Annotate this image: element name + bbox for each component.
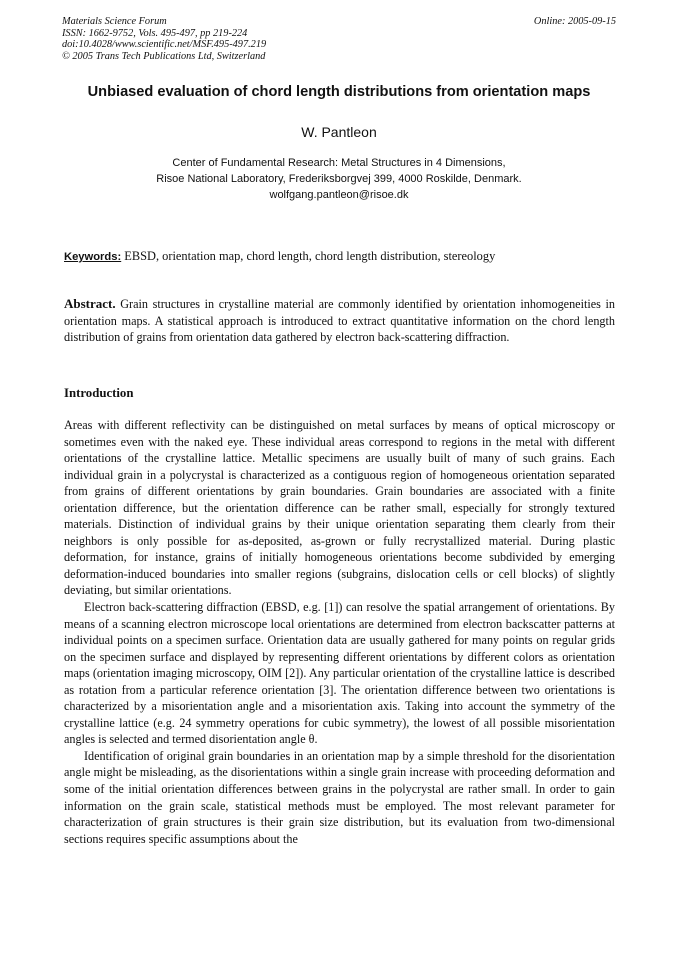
abstract-label: Abstract. bbox=[64, 296, 116, 311]
introduction-body bbox=[64, 417, 615, 847]
paragraph-2: Electron back-scattering diffraction (EBSD, e.g. [1]) can resolve the spatial arrangement of orientations. By means of a scanning electron microscope local orientations are determined from electron backscatter patterns at individual points on a specimen surface. Orientation data are usually gathered for many points on regular grids on the specimen surface and displayed by representing different orientations by different colors as orientation maps (orientation imaging microscopy, OIM [2]). Any particular orientation of the crystalline lattice is described as rotation from a particular reference orientation [3]. The orientation difference between two orientations is characterized by a misorientation angle and a misorientation axis. Taking into account the symmetry of the crystalline lattice (e.g. 24 symmetry operations for cubic symmetry), the lowest of all possible misorientation angles is selected and termed disorientation angle θ. bbox=[64, 600, 615, 747]
section-heading-introduction: Introduction bbox=[64, 386, 134, 400]
issn-line: ISSN: 1662-9752, Vols. 495-497, pp 219-224 bbox=[62, 27, 248, 39]
online-date: Online: 2005-09-15 bbox=[533, 16, 616, 27]
abstract-text: Grain structures in crystalline material are commonly identified by orientation inhomogeneities in orientation maps. A statistical approach is introduced to extract quantitative information on the chord length distribution of grains from orientation data gathered by electron back-scattering diffraction. bbox=[64, 297, 615, 345]
affiliation-line-2: Risoe National Laboratory, Frederiksborgvej 399, 4000 Roskilde, Denmark. bbox=[156, 173, 522, 185]
keywords-text: EBSD, orientation map, chord length, chord length distribution, stereology bbox=[121, 249, 496, 263]
author-name: W. Pantleon bbox=[301, 124, 377, 140]
paragraph-3: Identification of original grain boundaries in an orientation map by a simple threshold for the disorientation angle might be misleading, as the disorientations within a single grain increase with proceeding deformation and some of the initial orientation differences between grains in the polycrystal are rather small. In order to gain information on the grain scale, statistical methods must be employed. The most relevant parameter for characterization of grain structures is their grain size distribution, but its evaluation from two-dimensional sections requires specific assumptions about the bbox=[64, 748, 615, 846]
copyright-line: © 2005 Trans Tech Publications Ltd, Switzerland bbox=[62, 50, 266, 62]
abstract bbox=[64, 296, 615, 346]
author-email: wolfgang.pantleon@risoe.dk bbox=[269, 189, 409, 201]
affiliation-line-1: Center of Fundamental Research: Metal Structures in 4 Dimensions, bbox=[172, 157, 506, 169]
paragraph-1: Areas with different reflectivity can be distinguished on metal surfaces by means of optical microscopy or sometimes even with the naked eye. These individual areas correspond to regions in the metal with different orientations of the crystalline lattice. Metallic specimens are usually built of many of such grains. Each individual grain in a polycrystal is characterized as a contiguous region of homogeneous orientation separated from grains of different orientations by grain boundaries. Grain boundaries are associated with a finite orientation difference, but the orientation difference can be rather small, especially for strongly textured materials. Distinction of individual grains by their unique orientation separating them clearly from their neighbors is only possible for as-deposited, as-grown or fully recrystallized material. During plastic deformation, for instance, grains of initially homogeneous orientations become subdivided by emerging deformation-induced boundaries into smaller regions (subgrains, dislocation cells or cell blocks) of slightly deviating, but similar orientations. bbox=[64, 418, 615, 598]
keywords bbox=[64, 249, 495, 264]
affiliation bbox=[0, 155, 678, 203]
keywords-label: Keywords: bbox=[64, 251, 122, 263]
publication-info bbox=[62, 16, 266, 62]
journal-name: Materials Science Forum bbox=[62, 16, 167, 27]
doi-line: doi:10.4028/www.scientific.net/MSF.495-497.219 bbox=[62, 39, 267, 50]
paper-title: Unbiased evaluation of chord length distributions from orientation maps bbox=[87, 84, 591, 100]
